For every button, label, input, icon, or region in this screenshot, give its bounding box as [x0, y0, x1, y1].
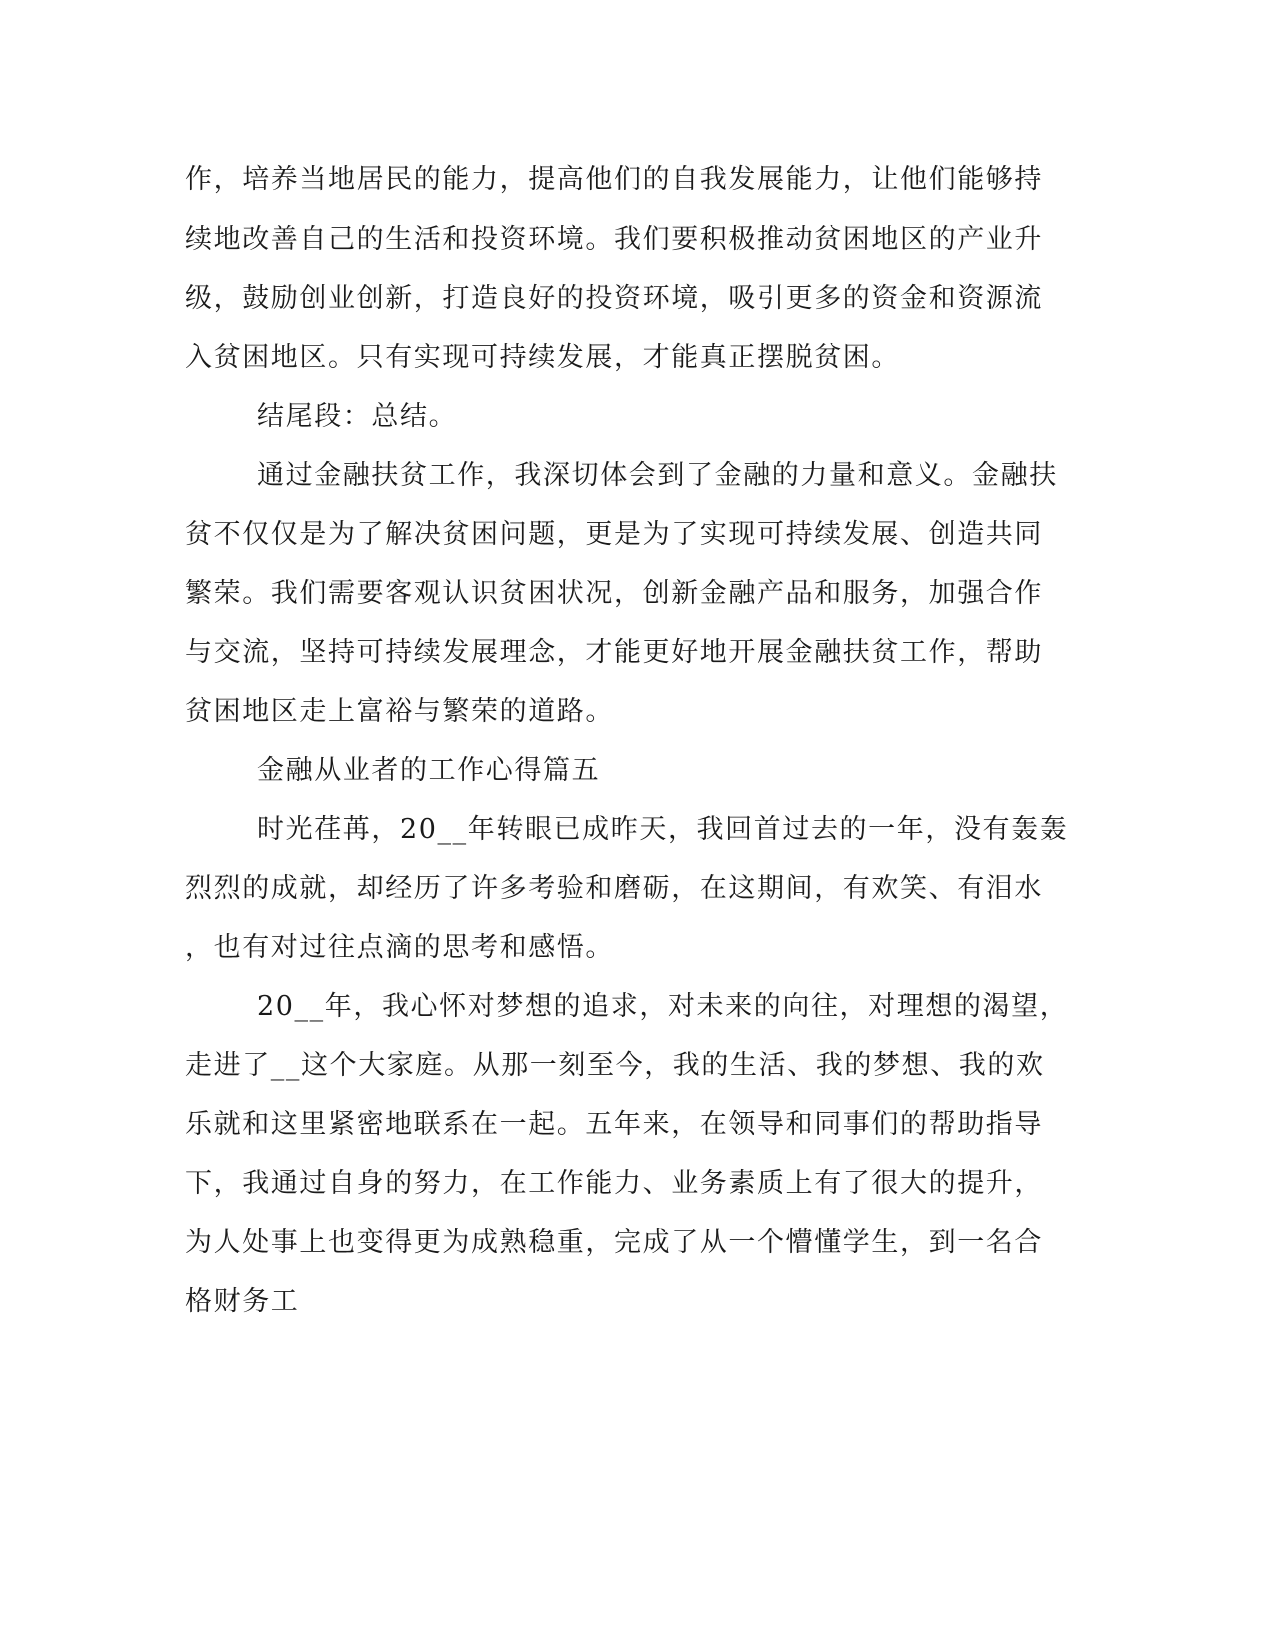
paragraph-line: 时光荏苒，20__年转眼已成昨天，我回首过去的一年，没有轰轰	[257, 814, 1069, 845]
paragraph-line: 为人处事上也变得更为成熟稳重，完成了从一个懵懂学生，到一名合	[185, 1227, 1043, 1258]
paragraph-line: 续地改善自己的生活和投资环境。我们要积极推动贫困地区的产业升	[185, 224, 1043, 255]
paragraph-line: 乐就和这里紧密地联系在一起。五年来，在领导和同事们的帮助指导	[185, 1109, 1043, 1140]
paragraph-line: 繁荣。我们需要客观认识贫困状况，创新金融产品和服务，加强合作	[185, 578, 1043, 609]
paragraph-line: 下，我通过自身的努力，在工作能力、业务素质上有了很大的提升，	[185, 1168, 1043, 1199]
paragraph-line: 通过金融扶贫工作，我深切体会到了金融的力量和意义。金融扶	[257, 460, 1058, 491]
paragraph-line: 与交流，坚持可持续发展理念，才能更好地开展金融扶贫工作，帮助	[185, 637, 1043, 668]
paragraph-line: 20__年，我心怀对梦想的追求，对未来的向往，对理想的渴望，	[257, 991, 1069, 1022]
paragraph-line: 走进了__这个大家庭。从那一刻至今，我的生活、我的梦想、我的欢	[185, 1050, 1045, 1081]
paragraph-line: 格财务工	[185, 1286, 300, 1317]
paragraph-line: 入贫困地区。只有实现可持续发展，才能真正摆脱贫困。	[185, 342, 900, 373]
section-title: 金融从业者的工作心得篇五	[257, 755, 601, 786]
paragraph-line: 烈烈的成就，却经历了许多考验和磨砺，在这期间，有欢笑、有泪水	[185, 873, 1043, 904]
paragraph-line: ，也有对过往点滴的思考和感悟。	[185, 932, 614, 963]
section-heading: 结尾段：总结。	[257, 401, 458, 432]
paragraph-line: 贫困地区走上富裕与繁荣的道路。	[185, 696, 614, 727]
paragraph-line: 作，培养当地居民的能力，提高他们的自我发展能力，让他们能够持	[185, 164, 1043, 195]
paragraph-line: 级，鼓励创业创新，打造良好的投资环境，吸引更多的资金和资源流	[185, 283, 1043, 314]
paragraph-line: 贫不仅仅是为了解决贫困问题，更是为了实现可持续发展、创造共同	[185, 519, 1043, 550]
